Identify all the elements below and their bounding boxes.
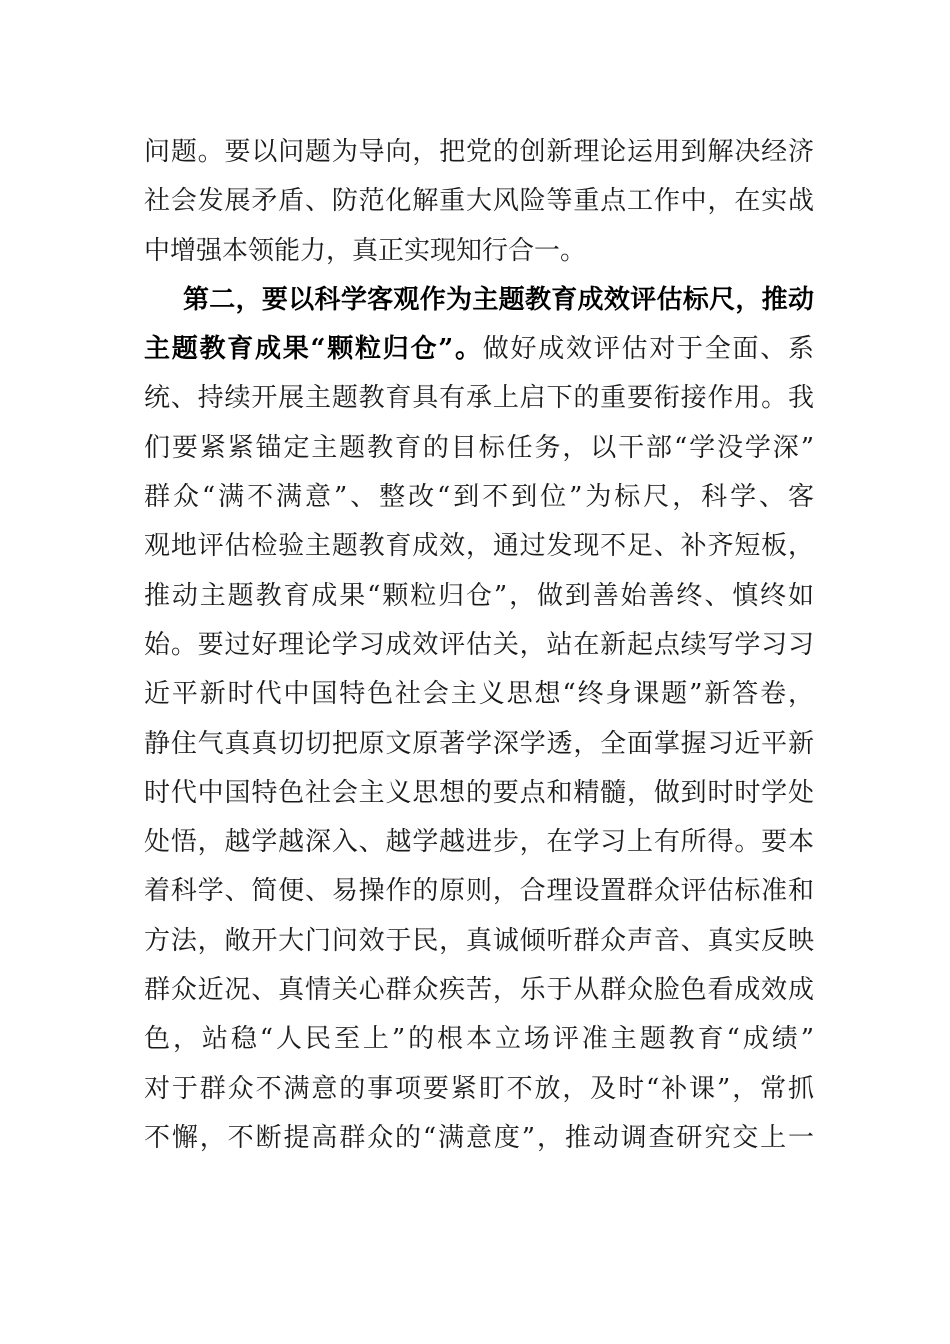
paragraph-2-line-15: 群众近况、真情关心群众疾苦，乐于从群众脸色看成效成 (144, 975, 814, 1006)
paragraph-2-line-3: 统、持续开展主题教育具有承上启下的重要衔接作用。我 (144, 383, 814, 414)
paragraph-2-line-7: 推动主题教育成果“颗粒归仓”，做到善始善终、慎终如 (144, 580, 814, 611)
paragraph-2-heading-line-1: 第二，要以科学客观作为主题教育成效评估标尺，推动 (183, 284, 814, 315)
paragraph-2-line-14: 方法，敞开大门问效于民，真诚倾听群众声音、真实反映 (144, 925, 814, 956)
paragraph-2-line-18: 不懈，不断提高群众的“满意度”，推动调查研究交上一 (144, 1122, 814, 1153)
paragraph-2-line-6: 观地评估检验主题教育成效，通过发现不足、补齐短板， (144, 531, 814, 562)
paragraph-2-line-16: 色，站稳“人民至上”的根本立场评准主题教育“成绩” (144, 1024, 814, 1055)
paragraph-2-line-13: 着科学、简便、易操作的原则，合理设置群众评估标准和 (144, 876, 814, 907)
paragraph-2-line-5: 群众“满不满意”、整改“到不到位”为标尺，科学、客 (144, 482, 814, 513)
paragraph-2-line-11: 时代中国特色社会主义思想的要点和精髓，做到时时学处 (144, 777, 814, 808)
paragraph-2-heading-line-2 (144, 325, 814, 374)
body-text (144, 128, 814, 1163)
paragraph-2-line-2-text: 做好成效评估对于全面、系 (482, 334, 814, 365)
paragraph-2-line-8: 始。要过好理论学习成效评估关，站在新起点续写学习习 (144, 629, 814, 660)
paragraph-2-line-17: 对于群众不满意的事项要紧盯不放，及时“补课”，常抓 (144, 1073, 814, 1104)
paragraph-2-line-4: 们要紧紧锚定主题教育的目标任务，以干部“学没学深” (144, 432, 814, 463)
paragraph-2-line-12: 处悟，越学越深入、越学越进步，在学习上有所得。要本 (144, 827, 814, 858)
paragraph-2-heading-bold: 主题教育成果“颗粒归仓”。 (144, 334, 483, 365)
paragraph-1-line-1: 问题。要以问题为导向，把党的创新理论运用到解决经济 (144, 137, 814, 167)
paragraph-1-line-2: 社会发展矛盾、防范化解重大风险等重点工作中，在实战 (144, 186, 814, 217)
paragraph-2-line-10: 静住气真真切切把原文原著学深学透，全面掌握习近平新 (144, 728, 814, 759)
paragraph-2-line-9: 近平新时代中国特色社会主义思想“终身课题”新答卷， (144, 679, 814, 710)
paragraph-1-line-3: 中增强本领能力，真正实现知行合一。 (144, 235, 587, 266)
